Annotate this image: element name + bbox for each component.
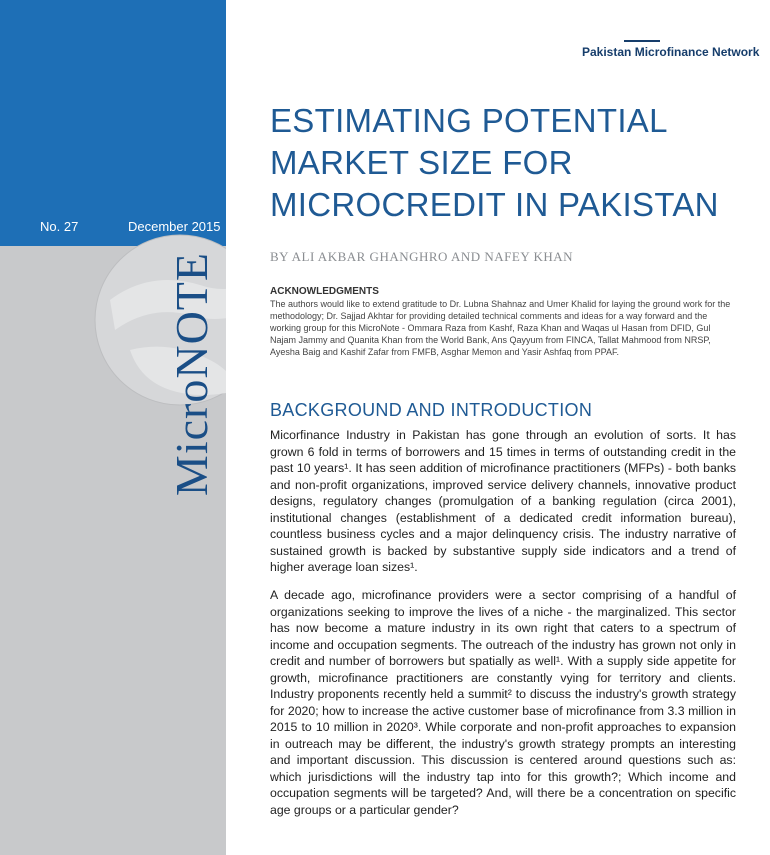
paragraph-2: A decade ago, microfinance providers were a sector comprising of a handful of organizations seeking to improve the lives of a niche - the marginalized. This sector has now become a mature industry in its own right that caters to a spectrum of income and occupation segments. The outreach of the industry has grown not only in credit and number of borrowers but spatially as well¹. With a supply side appetite for growth, microfinance practitioners are constantly vying for territory and clients. Industry proponents recently held a summit² to discuss the industry's growth strategy for 2020; how to increase the active customer base of microfinance from 3.3 million in 2015 to 10 million in 2020³. While corporate and non-profit approaches to expansion in outreach may be different, the industry's growth strategy prompts an interesting and important discussion. This discussion is centered around questions such as: which jurisdictions will the industry tap into for this growth?; Which income and occupation segments will be targeted? And, will there be a concentration on specific age groups or a particular gender? bbox=[270, 588, 736, 817]
section-heading: BACKGROUND AND INTRODUCTION bbox=[270, 400, 593, 420]
acknowledgments-heading: ACKNOWLEDGMENTS bbox=[270, 286, 379, 297]
sidebar bbox=[0, 0, 226, 855]
acknowledgments-text: The authors would like to extend gratitude to Dr. Lubna Shahnaz and Umer Khalid for laying the ground work for the methodology; Dr. Sajjad Akhtar for providing detailed technical comments and ideas for a way forward and the working group for this MicroNote - Ommara Raza from Kashf, Raza Khan and Waqas ul Hasan from DFID, Gul Najam Jammy and Quanita Khan from the World Bank, Ans Qayyum from FINCA, Tallat Mahmood from NRSP, Ayesha Baig and Kashif Zafar from FMFB, Asghar Memon and Yasir Ashfaq from PPAF. bbox=[270, 299, 731, 357]
logo-rule bbox=[624, 40, 660, 42]
issue-date: December 2015 bbox=[128, 219, 221, 234]
pmn-logo: Pakistan Microfinance Network bbox=[582, 45, 760, 59]
page-title: ESTIMATING POTENTIAL MARKET SIZE FOR MICROCREDIT IN PAKISTAN bbox=[270, 102, 719, 223]
byline: BY ALI AKBAR GHANGHRO AND NAFEY KHAN bbox=[270, 249, 574, 264]
paragraph-1: Micorfinance Industry in Pakistan has gone through an evolution of sorts. It has grown 6 fold in terms of borrowers and 15 times in terms of outstanding credit in the past 10 years¹. It has seen addition of microfinance practitioners (MFPs) - both banks and non-profit organizations, improved service delivery channels, innovative product designs, regulatory changes (promulgation of a banking regulation (circa 2001), institutional changes (establishment of a dedicated credit information bureau), countless business cycles and a major delinquency crisis. The industry narrative of sustained growth is backed by substantive supply side indicators and a trend of higher average loan sizes¹. bbox=[270, 428, 736, 574]
micronote-vertical-title: MicroNOTE bbox=[166, 252, 217, 497]
issue-number: No. 27 bbox=[40, 219, 79, 234]
sidebar-header-band bbox=[0, 0, 226, 246]
